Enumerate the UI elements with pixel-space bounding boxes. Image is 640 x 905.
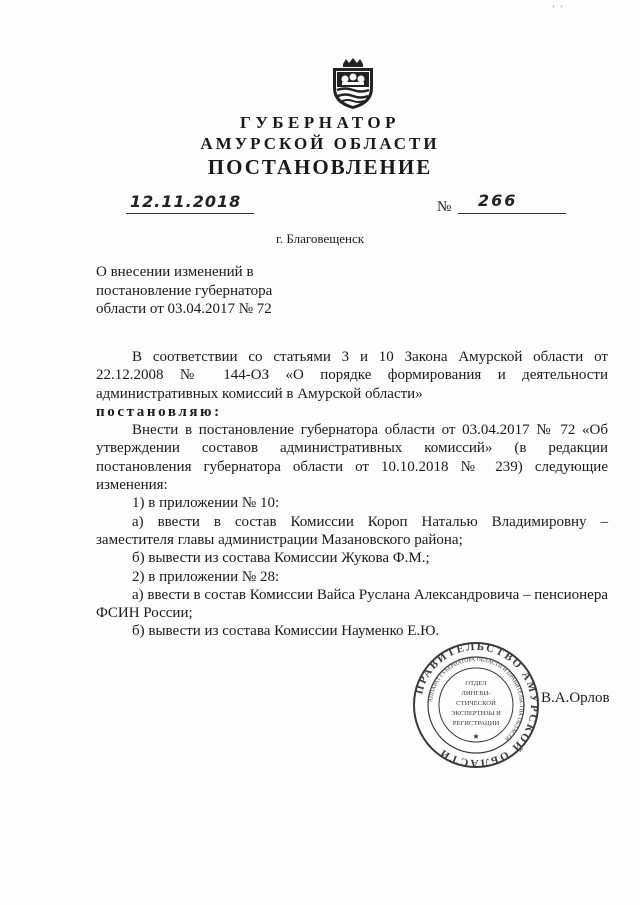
- official-stamp: [412, 641, 540, 769]
- stamp-middle-text: АППАРАТ ГУБЕРНАТОРА ОБЛАСТИ И ПРАВИТЕЛЬСТВА ОБЛАСТИ: [428, 656, 525, 742]
- header-region: АМУРСКОЙ ОБЛАСТИ: [200, 134, 440, 153]
- list-item: 2) в приложении № 28:: [132, 568, 280, 585]
- list-item: а) ввести в состав Комиссии Вайса Руслана Александровича – пенсионера ФСИН России;: [96, 586, 608, 622]
- list-item: 1) в приложении № 10:: [132, 495, 280, 512]
- stamp-outer-text: ПРАВИТЕЛЬСТВО АМУРСКОЙ ОБЛАСТИ: [413, 641, 540, 769]
- stamp-center-line: ОТДЕЛ: [465, 680, 487, 687]
- number-field: [458, 193, 566, 214]
- header-title: ГУБЕРНАТОР: [240, 113, 400, 132]
- stamp-center-line: РЕГИСТРАЦИИ: [452, 720, 500, 727]
- document-body: [96, 348, 608, 641]
- signer-name: В.А.Орлов: [541, 690, 610, 706]
- document-subject: О внесении изменений в постановление губернатора области от 03.04.2017 № 72: [96, 264, 273, 317]
- document-type: ПОСТАНОВЛЕНИЕ: [207, 155, 433, 179]
- list-item: а) ввести в состав Комиссии Короп Наталью Владимировну – заместителя главы администрации Мазановского района;: [96, 513, 608, 548]
- intro-paragraph: Внести в постановление губернатора области от 03.04.2017 № 72 «Об утверждении составов административных комиссий» (в редакции постановления губернатора области от 10.10.2018 № 239) следующие изменения:: [96, 422, 608, 494]
- number-label: №: [437, 199, 452, 215]
- stamp-star-icon: ★: [472, 732, 480, 741]
- preamble-paragraph: В соответствии со статьями 3 и 10 Закона Амурской области от 22.12.2008 № 144-ОЗ «О порядке формирования и деятельности административных комиссий в Амурской области»: [96, 349, 608, 402]
- handwritten-date: 12.11.2018: [130, 192, 242, 211]
- coat-of-arms-icon: [328, 58, 378, 110]
- scan-corner-mark: ' ': [552, 4, 564, 14]
- handwritten-number: 266: [478, 191, 518, 210]
- city-line: г. Благовещенск: [275, 231, 365, 246]
- resolution-word: постановляю:: [96, 403, 222, 420]
- date-field: [126, 193, 254, 214]
- list-item: б) вывести из состава Комиссии Науменко Е.Ю.: [132, 623, 440, 640]
- stamp-center-line: ЛИНГВИ-: [461, 690, 491, 697]
- list-item: б) вывести из состава Комиссии Жукова Ф.М.;: [132, 550, 430, 567]
- stamp-center-line: ЭКСПЕРТИЗЫ И: [451, 710, 501, 717]
- stamp-center-line: СТИЧЕСКОЙ: [456, 700, 496, 707]
